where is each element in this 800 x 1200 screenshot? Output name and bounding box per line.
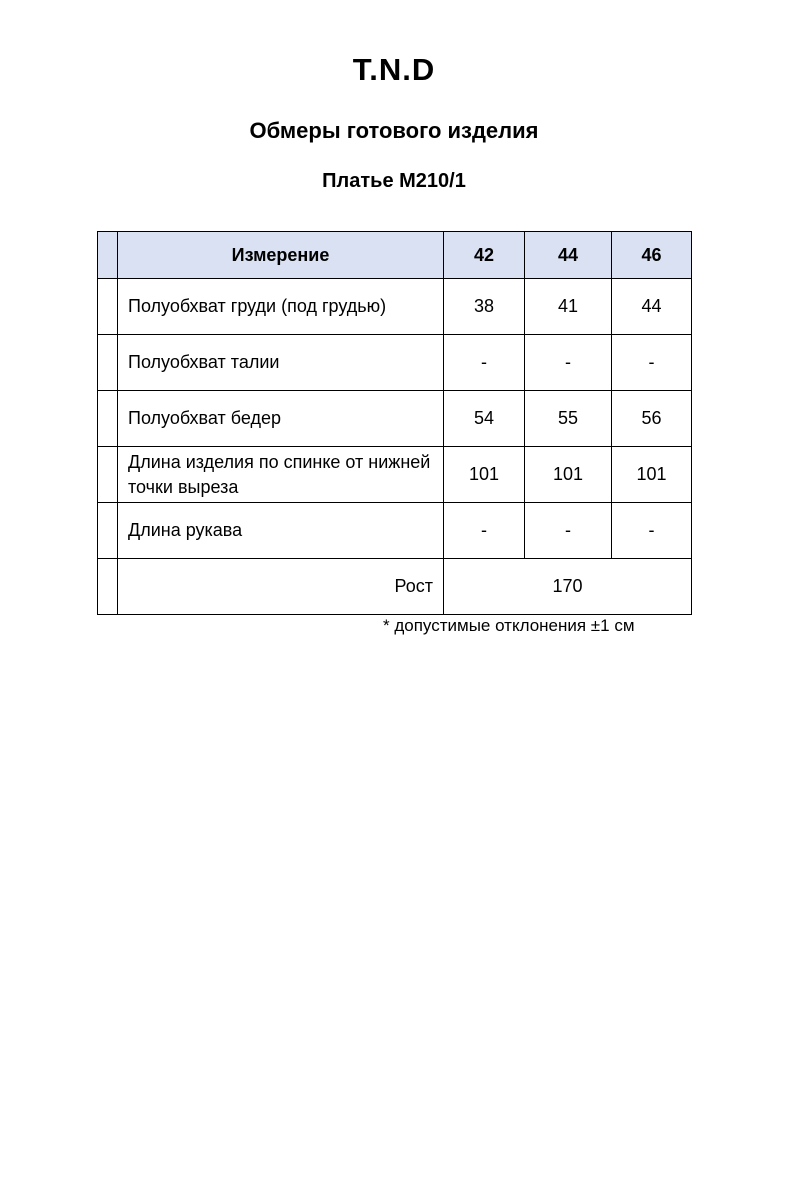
row-stub-cell xyxy=(98,279,118,335)
header-measurement: Измерение xyxy=(118,232,444,279)
table-row xyxy=(98,503,692,559)
row-stub-cell xyxy=(98,503,118,559)
size-table xyxy=(97,231,692,615)
table-row xyxy=(98,335,692,391)
row-name: Полуобхват бедер xyxy=(118,391,444,447)
row-name: Длина рукава xyxy=(118,503,444,559)
tolerance-footnote: * допустимые отклонения ±1 см xyxy=(383,616,635,635)
row-value: 54 xyxy=(444,391,525,447)
row-value: 44 xyxy=(612,279,692,335)
row-stub-cell xyxy=(98,335,118,391)
row-value: 56 xyxy=(612,391,692,447)
row-value: 41 xyxy=(525,279,612,335)
row-name: Длина изделия по спинке от нижней точки выреза xyxy=(118,447,444,503)
height-row xyxy=(98,559,692,615)
row-value: - xyxy=(525,503,612,559)
table-row xyxy=(98,279,692,335)
product-name: Платье M210/1 xyxy=(322,170,466,192)
row-value: - xyxy=(612,335,692,391)
row-name: Полуобхват груди (под грудью) xyxy=(118,279,444,335)
height-value: 170 xyxy=(444,559,692,615)
header-size-42: 42 xyxy=(444,232,525,279)
row-value: - xyxy=(525,335,612,391)
row-value: 101 xyxy=(612,447,692,503)
row-value: - xyxy=(444,503,525,559)
row-value: 55 xyxy=(525,391,612,447)
header-size-46: 46 xyxy=(612,232,692,279)
height-label: Рост xyxy=(118,559,444,615)
row-value: 38 xyxy=(444,279,525,335)
row-stub-cell xyxy=(98,559,118,615)
row-value: 101 xyxy=(525,447,612,503)
row-value: - xyxy=(612,503,692,559)
table-row xyxy=(98,447,692,503)
table-header-row xyxy=(98,232,692,279)
table-row xyxy=(98,391,692,447)
row-stub-cell xyxy=(98,447,118,503)
row-name: Полуобхват талии xyxy=(118,335,444,391)
page-subtitle: Обмеры готового изделия xyxy=(249,118,539,143)
header-size-44: 44 xyxy=(525,232,612,279)
brand-title: T.N.D xyxy=(352,52,436,87)
row-value: 101 xyxy=(444,447,525,503)
header-stub-cell xyxy=(98,232,118,279)
row-value: - xyxy=(444,335,525,391)
row-stub-cell xyxy=(98,391,118,447)
